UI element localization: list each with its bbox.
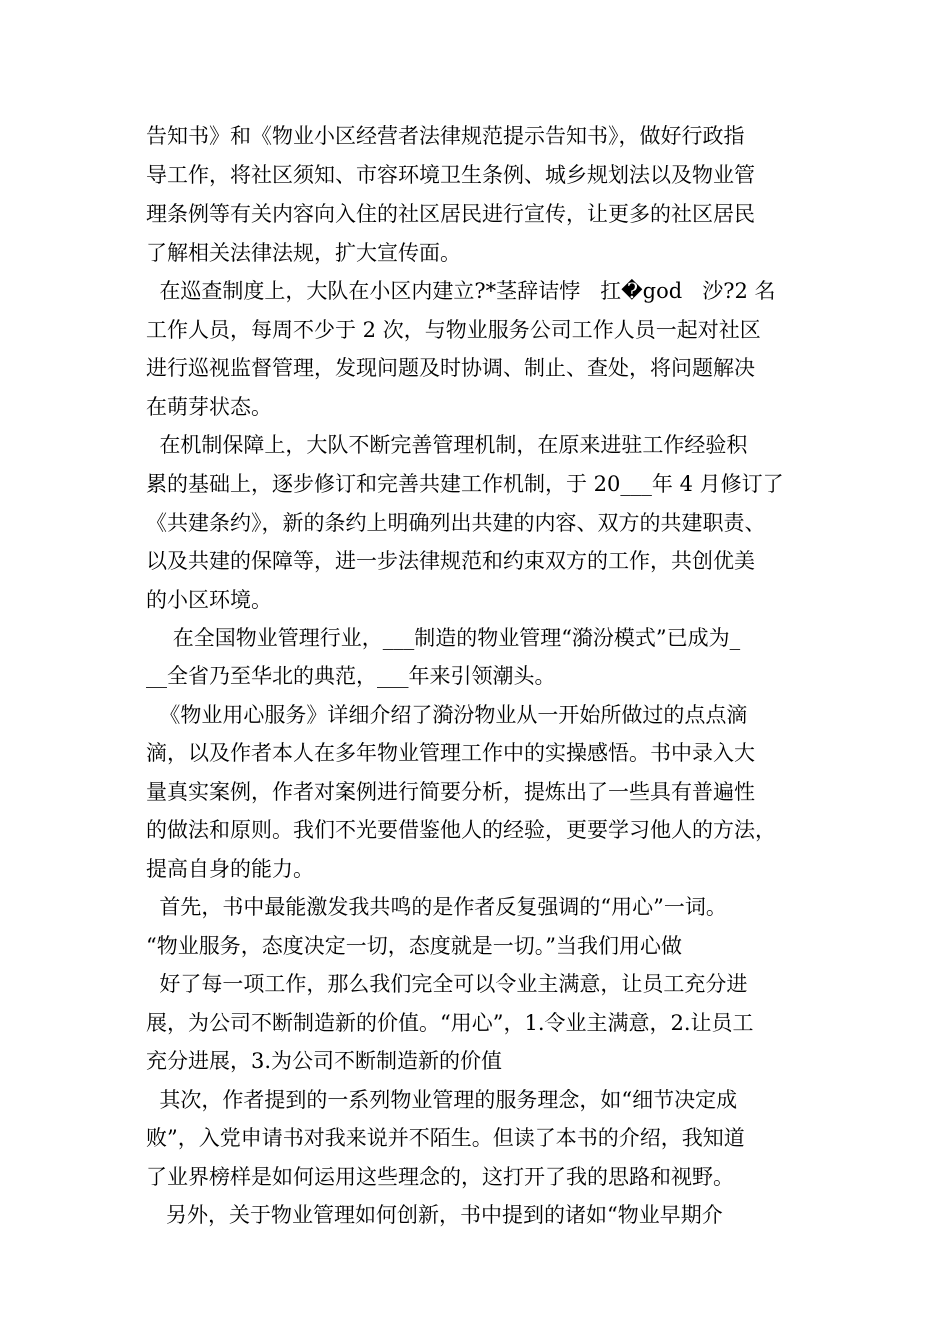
text-line: 量真实案例，作者对案例进行简要分析，提炼出了一些具有普遍性 [146, 780, 755, 804]
text-line: 导工作，将社区须知、市容环境卫生条例、城乡规划法以及物业管 [146, 163, 755, 187]
text-line: 滴，以及作者本人在多年物业管理工作中的实操感悟。书中录入大 [146, 741, 755, 765]
text-line: 展，为公司不断制造新的价值。“用心”，1.令业主满意，2.让员工 [146, 1011, 754, 1035]
text-line: 的小区环境。 [146, 588, 272, 612]
text-line: 好了每一项工作，那么我们完全可以令业主满意，让员工充分进 [146, 972, 748, 996]
text-line: 工作人员，每周不少于 2 次，与物业服务公司工作人员一起对社区 [146, 318, 761, 342]
text-line: “物业服务，态度决定一切，态度就是一切。”当我们用心做 [146, 934, 682, 958]
text-line: 首先，书中最能激发我共鸣的是作者反复强调的“用心”一词。 [146, 895, 727, 919]
text-line: 进行巡视监督管理，发现问题及时协调、制止、查处，将问题解决 [146, 356, 755, 380]
text-line: 理条例等有关内容向入住的社区居民进行宣传，让更多的社区居民 [146, 202, 755, 226]
text-line: 在巡查制度上，大队在小区内建立?*茎辞诘悖 扛�god 沙?2 名 [146, 279, 776, 303]
text-line: 了业界榜样是如何运用这些理念的，这打开了我的思路和视野。 [146, 1165, 734, 1189]
text-line: 《共建条约》，新的条约上明确列出共建的内容、双方的共建职责、 [146, 511, 766, 535]
text-line: __全省乃至华北的典范，___年来引领潮头。 [146, 664, 556, 688]
text-line: 以及共建的保障等，进一步法律规范和约束双方的工作，共创优美 [146, 549, 755, 573]
text-line: 《物业用心服务》详细介绍了漪汾物业从一开始所做过的点点滴 [146, 703, 748, 727]
text-line: 充分进展，3.为公司不断制造新的价值 [146, 1049, 503, 1073]
text-line: 的做法和原则。我们不光要借鉴他人的经验，更要学习他人的方法， [146, 818, 776, 842]
text-line: 败”，入党申请书对我来说并不陌生。但读了本书的介绍，我知道 [146, 1126, 745, 1150]
text-line: 告知书》和《物业小区经营者法律规范提示告知书》，做好行政指 [146, 124, 745, 148]
text-line: 累的基础上，逐步修订和完善共建工作机制，于 20___年 4 月修订了 [146, 472, 784, 496]
text-line: 另外，关于物业管理如何创新，书中提到的诸如“物业早期介 [146, 1203, 723, 1227]
text-line: 在萌芽状态。 [146, 395, 272, 419]
text-line: 在机制保障上，大队不断完善管理机制，在原来进驻工作经验积 [146, 433, 748, 457]
text-line: 提高自身的能力。 [146, 857, 314, 881]
text-line: 在全国物业管理行业，___制造的物业管理“漪汾模式”已成为_ [146, 626, 741, 650]
text-line: 了解相关法律法规，扩大宣传面。 [146, 241, 461, 265]
text-line: 其次，作者提到的一系列物业管理的服务理念，如“细节决定成 [146, 1088, 738, 1112]
